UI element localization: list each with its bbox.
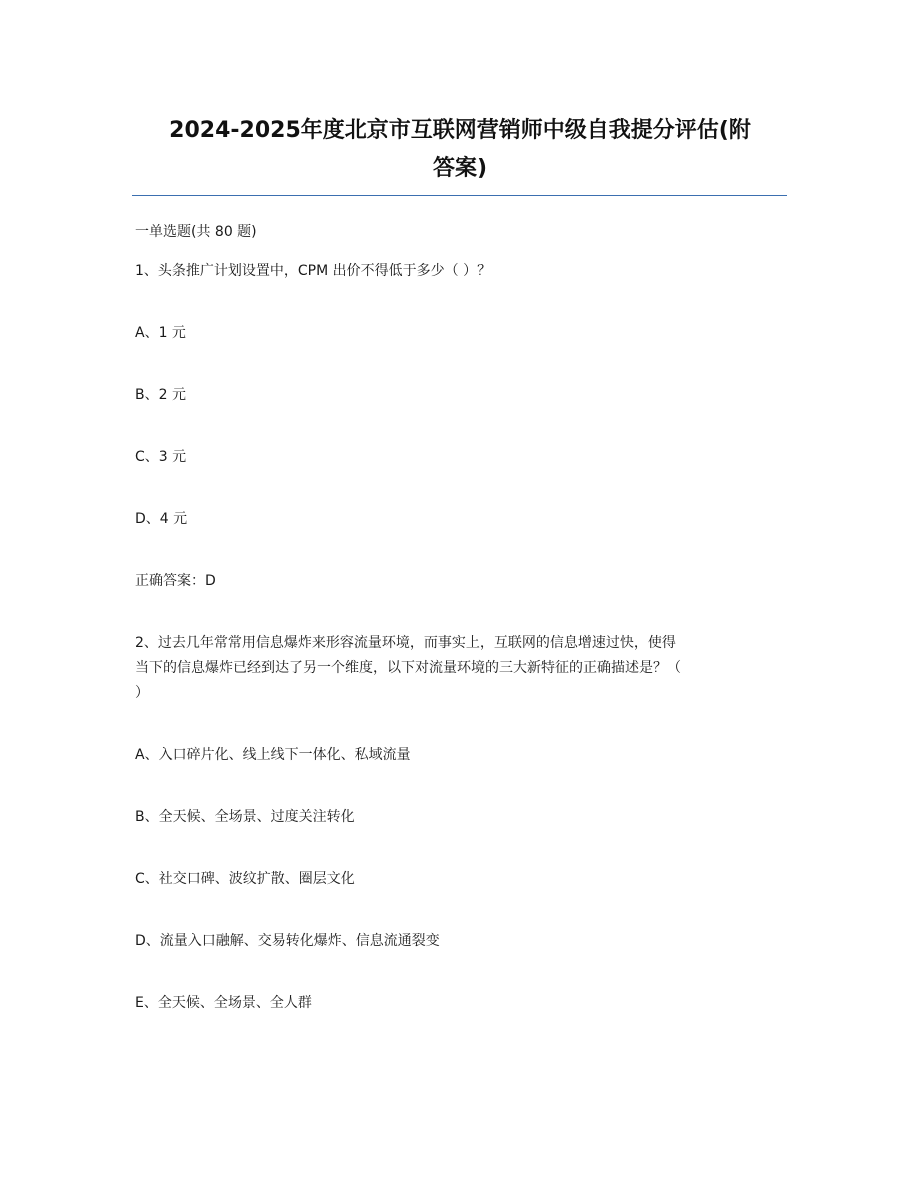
question-1-answer: 正确答案：D xyxy=(135,573,216,589)
question-1-option-c: C、3 元 xyxy=(135,449,187,465)
question-2-option-a: A、入口碎片化、线上线下一体化、私域流量 xyxy=(135,747,411,763)
question-2-stem-line-1: 2、过去几年常常用信息爆炸来形容流量环境，而事实上，互联网的信息增速过快，使得 xyxy=(135,635,676,651)
question-1-option-b: B、2 元 xyxy=(135,387,186,403)
question-1-option-d: D、4 元 xyxy=(135,511,188,527)
question-1-option-a: A、1 元 xyxy=(135,325,186,341)
question-1-stem: 1、头条推广计划设置中，CPM 出价不得低于多少（ ）？ xyxy=(135,263,492,279)
question-2-option-b: B、全天候、全场景、过度关注转化 xyxy=(135,809,355,825)
question-2-option-d: D、流量入口融解、交易转化爆炸、信息流通裂变 xyxy=(135,933,440,949)
question-2-option-c: C、社交口碑、波纹扩散、圈层文化 xyxy=(135,871,355,887)
document-title xyxy=(120,112,800,188)
title-line-2: 答案) xyxy=(432,156,488,181)
title-line-1: 2024-2025年度北京市互联网营销师中级自我提分评估(附 xyxy=(169,118,751,143)
question-2-option-e: E、全天候、全场景、全人群 xyxy=(135,995,312,1011)
title-divider xyxy=(132,195,787,196)
question-2-stem-line-2: 当下的信息爆炸已经到达了另一个维度，以下对流量环境的三大新特征的正确描述是？（ xyxy=(135,660,681,676)
section-header: 一单选题(共 80 题) xyxy=(135,224,257,240)
question-2-stem-line-3: ） xyxy=(135,685,149,701)
